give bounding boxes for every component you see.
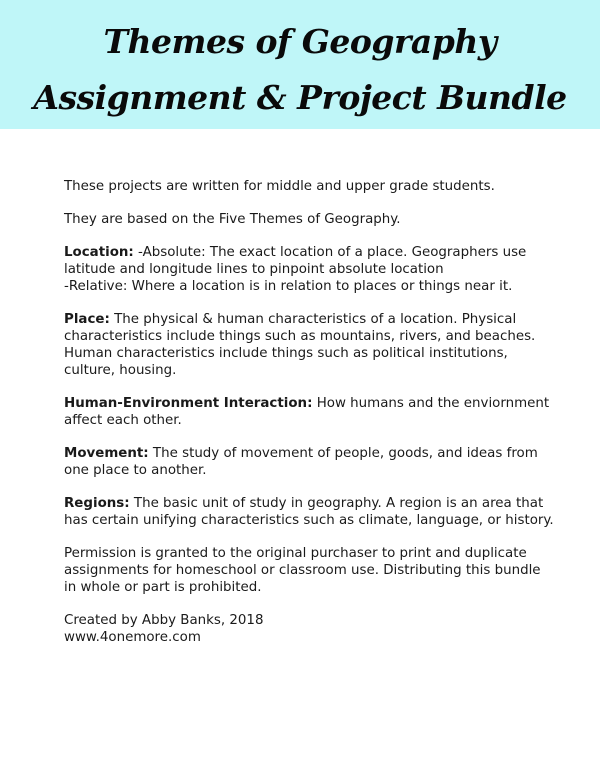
regions-section: [64, 495, 554, 529]
movement-label: Movement:: [64, 446, 149, 461]
regions-text: The basic unit of study in geography. A region is an area that has certain unifying characteristics such as climate, language, or history.: [64, 496, 554, 528]
human-environment-label: Human-Environment Interaction:: [64, 396, 313, 411]
regions-label: Regions:: [64, 496, 130, 511]
location-section: [64, 244, 554, 295]
permission-notice: Permission is granted to the original purchaser to print and duplicate assignments for homeschool or classroom use. Distributing this bundle in whole or part is prohibited.: [64, 546, 541, 595]
title-banner: [0, 0, 600, 129]
place-text: The physical & human characteristics of a location. Physical characteristics include things such as mountains, rivers, and beaches. Human characteristics include things such as political institutions, culture, housing.: [64, 312, 536, 378]
website-link[interactable]: www.4onemore.com: [64, 630, 201, 645]
author-credit: Created by Abby Banks, 2018: [64, 613, 264, 628]
intro-line-1: These projects are written for middle and upper grade students.: [64, 179, 495, 194]
location-absolute-text: -Absolute: The exact location of a place. Geographers use latitude and longitude lines to pinpoint absolute location: [64, 245, 527, 277]
title-line-2: Assignment & Project Bundle: [33, 78, 567, 117]
location-label: Location:: [64, 245, 134, 260]
title-line-1: Themes of Geography: [103, 22, 497, 61]
place-label: Place:: [64, 312, 110, 327]
human-environment-section: [64, 395, 554, 429]
document-body: [64, 178, 554, 646]
movement-text: The study of movement of people, goods, and ideas from one place to another.: [64, 446, 538, 478]
human-environment-text: How humans and the enviornment affect each other.: [64, 396, 550, 428]
location-absolute: [64, 244, 554, 278]
location-relative-text: -Relative: Where a location is in relation to places or things near it.: [64, 279, 513, 294]
movement-section: [64, 445, 554, 479]
place-section: [64, 311, 554, 379]
intro-line-2: They are based on the Five Themes of Geography.: [64, 212, 401, 227]
